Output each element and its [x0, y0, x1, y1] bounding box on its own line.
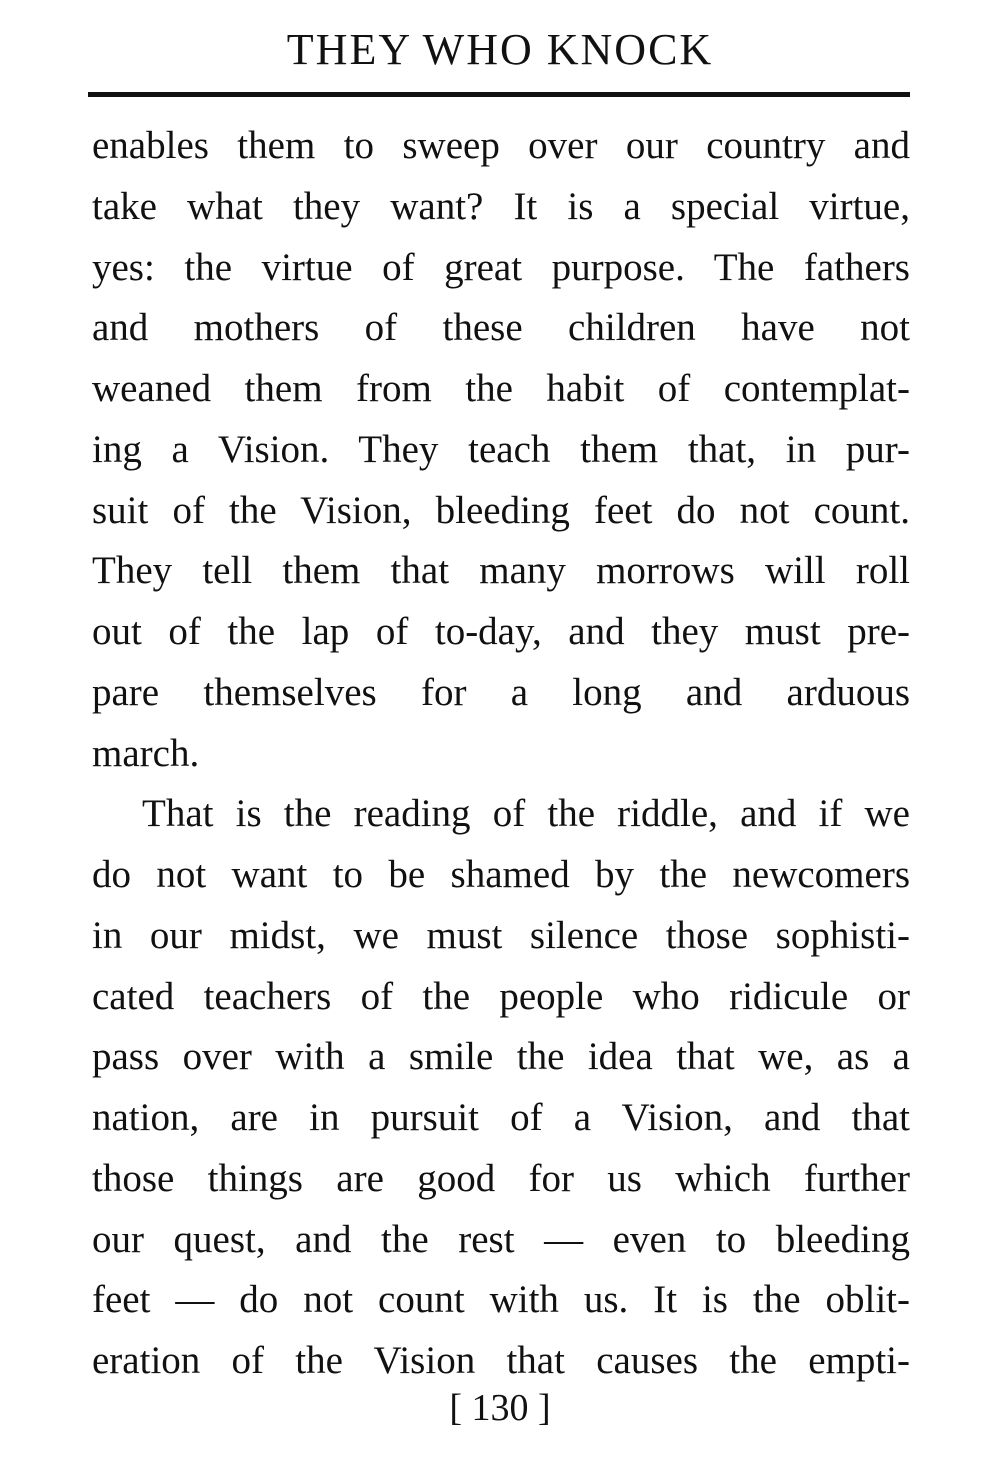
- text-line: They tell them that many morrows will roll: [92, 549, 910, 593]
- text-line: ing a Vision. They teach them that, in pur-: [92, 427, 910, 471]
- text-line: march.: [92, 731, 200, 775]
- text-line: and mothers of these children have not: [92, 306, 910, 350]
- header-rule: [88, 92, 910, 97]
- text-line: feet — do not count with us. It is the oblit-: [92, 1278, 910, 1322]
- text-line: nation, are in pursuit of a Vision, and that: [92, 1096, 910, 1139]
- page-number: [ 130 ]: [449, 1387, 551, 1429]
- text-line: in our midst, we must silence those sophisti-: [92, 913, 910, 957]
- text-line: weaned them from the habit of contemplat-: [92, 367, 910, 410]
- text-line: pass over with a smile the idea that we, as a: [92, 1035, 910, 1079]
- text-line: enables them to sweep over our country and: [92, 124, 910, 167]
- text-line: those things are good for us which further: [92, 1156, 910, 1200]
- text-line: cated teachers of the people who ridicule or: [92, 974, 910, 1018]
- running-head: THEY WHO KNOCK: [286, 25, 714, 74]
- text-line: our quest, and the rest — even to bleeding: [92, 1217, 910, 1261]
- text-line: yes: the virtue of great purpose. The fathers: [92, 245, 910, 289]
- text-line: suit of the Vision, bleeding feet do not count.: [92, 488, 910, 532]
- text-line: out of the lap of to-day, and they must pre-: [92, 610, 910, 653]
- paragraph-first-line: That is the reading of the riddle, and if we: [142, 792, 910, 836]
- text-line: pare themselves for a long and arduous: [92, 670, 910, 714]
- text-line: do not want to be shamed by the newcomers: [92, 853, 910, 896]
- text-line: take what they want? It is a special virtue,: [92, 184, 910, 228]
- text-line: eration of the Vision that causes the empti-: [92, 1339, 910, 1382]
- body-text: [92, 116, 910, 1392]
